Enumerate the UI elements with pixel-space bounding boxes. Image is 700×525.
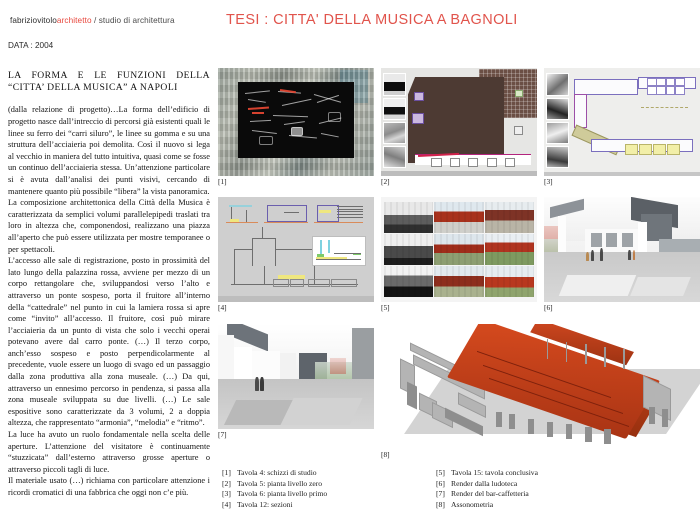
sketch-panel — [238, 82, 353, 158]
figure-4-image — [218, 197, 374, 302]
plan-thumbnail-strip — [546, 73, 566, 166]
logo-accent: architetto — [56, 16, 92, 25]
legend-item — [436, 489, 636, 500]
article-paragraph: La luce ha avuto un ruolo fondamentale nella scelta delle aperture. L’attenzione del visitatore è continuamente “stuzzicata” dall’esterno attraverso grosse aperture o attraverso piccoli tagli di luce. — [8, 430, 210, 474]
legend-item — [222, 489, 422, 500]
legend-item — [222, 468, 422, 479]
legend-text: Tavola 15: tavola conclusiva — [451, 468, 538, 477]
figure-2-caption: [2] — [381, 177, 390, 186]
section-title-strip — [218, 296, 374, 302]
figure-4-caption: [4] — [218, 303, 227, 312]
figure-6-image — [544, 197, 700, 302]
figure-1-caption: [1] — [218, 177, 227, 186]
figure-1[interactable] — [218, 68, 374, 186]
legend-text: Tavola 4: schizzi di studio — [237, 468, 317, 477]
page-header — [0, 0, 700, 34]
figure-5[interactable] — [381, 197, 537, 312]
figure-legend — [222, 468, 692, 510]
figure-6-caption: [6] — [544, 303, 553, 312]
date-line: DATA : 2004 — [8, 41, 54, 50]
photo-cell — [384, 202, 433, 233]
plan-thumbnail-strip — [383, 73, 403, 166]
figure-8-image — [381, 324, 700, 449]
figure-5-image — [381, 197, 537, 302]
legend-number: [4] — [222, 499, 231, 509]
article-paragraph: (dalla relazione di progetto)…La forma dell’edificio di progetto nasce dall’intreccio di percorsi già esistenti quali le linee su ferro dei “carri siluro”, le linee su gomma e su una struttura dell’acciaieria poi demolita. Così il nuovo si lega al vecchio in maniera del tutto intuitiva, quasi come se fosse un continuo dell’acciaieria stessa. Un’attenzione particolare si è avuta dall’analisi dei punti visivi, cercando di mantenere quanto più possibile “libera” la vista panoramica. — [8, 105, 210, 196]
ground-floor-plan-drawing — [381, 68, 537, 176]
photo-cell — [384, 266, 433, 297]
legend-text: Assonometria — [451, 499, 494, 509]
legend-number: [2] — [222, 478, 231, 488]
legend-number: [6] — [436, 478, 445, 488]
legend-text: Render del bar-caffetteria — [451, 489, 529, 499]
legend-number: [5] — [436, 468, 445, 477]
article-text-column — [8, 70, 210, 499]
figure-8[interactable] — [381, 324, 700, 459]
article-title: LA FORMA E LE FUNZIONI DELLA “CITTA’ DELLA MUSICA” A NAPOLI — [8, 70, 210, 94]
article-paragraph: L’accesso alle sale di registrazione, posto in prossimità del lato lungo della palazzina rossa, avviene per mezzo di un corpo rettangolare che, sviluppandosi verso l’alto e attraverso un ponte sospeso, porta il fruitore all’interno della “cattedrale” nel punto in cui la lamiera rossa si apre come “invito” all’accesso. Il fruitore, così può mirare l’acciaieria da un punto di vista che solo i vecchi operai potevano avere dal carro ponte. (…) Il terzo corpo, anch’esso sospeso e posto perpendicolarmente al precedente, vuole essere un luogo di svago ed un passaggio dalla zona produttiva alla zona museale. (…) Da qui, attraverso un ennesimo percorso in pendenza, si passa alla zona museale sviluppata su due livelli. (…) Le sale espositive sono caratterizzate da 3 volumi, 2 a doppia altezza, che rappresentato “armonia”, “melodia” e “ritmo”. — [8, 256, 210, 428]
figure-2[interactable] — [381, 68, 537, 186]
photo-cell — [434, 266, 483, 297]
first-floor-plan-drawing — [544, 68, 700, 176]
legend-item — [436, 500, 636, 511]
logo-suffix: / studio di architettura — [91, 16, 175, 25]
photo-cell — [485, 234, 534, 265]
legend-item — [222, 479, 422, 490]
legend-text: Tavola 6: pianta livello primo — [237, 489, 328, 499]
photo-cell — [434, 234, 483, 265]
figure-2-image — [381, 68, 537, 176]
figure-7[interactable] — [218, 324, 374, 439]
figure-7-caption: [7] — [218, 430, 227, 439]
section-detail-inset — [312, 236, 367, 266]
figure-5-caption: [5] — [381, 303, 390, 312]
photo-cell — [434, 202, 483, 233]
legend-number: [3] — [222, 489, 231, 499]
legend-number: [7] — [436, 489, 445, 499]
plan-title-strip — [381, 171, 537, 176]
legend-number: [8] — [436, 499, 445, 509]
photo-grid — [381, 197, 537, 302]
bar-caffetteria-render — [218, 324, 374, 429]
legend-text: Render dalla ludoteca — [451, 478, 518, 488]
logo-name: fabriziovitolo — [10, 16, 57, 25]
legend-text: Tavola 12: sezioni — [237, 499, 293, 509]
axonometry-model — [381, 324, 700, 449]
article-paragraph: Il materiale usato (…) richiama con particolare attenzione i ricordi cromatici di una fabbrica che oggi non c’e più. — [8, 476, 210, 497]
photo-cell — [485, 266, 534, 297]
legend-number: [1] — [222, 468, 231, 477]
studio-logo — [10, 16, 175, 25]
plan-title-strip — [544, 172, 700, 176]
plan-lower-band — [415, 154, 530, 165]
legend-item — [436, 479, 636, 490]
ludoteca-render — [544, 197, 700, 302]
figure-3-caption: [3] — [544, 177, 553, 186]
figure-8-caption: [8] — [381, 450, 390, 459]
figure-1-image — [218, 68, 374, 176]
figure-4[interactable] — [218, 197, 374, 312]
legend-item — [222, 500, 422, 511]
legend-text: Tavola 5: pianta livello zero — [237, 478, 323, 488]
article-paragraph: La composizione architettonica della Città della Musica è caratterizzata da semplici volumi parallelepipedi traslati tra loro in altezza che, componendosi, realizzano una piazza all’aperto che può essere utilizzata per mostre temporanee o per spettacoli. — [8, 198, 210, 254]
photo-cell — [384, 234, 433, 265]
figure-6[interactable] — [544, 197, 700, 312]
figure-3[interactable] — [544, 68, 700, 186]
photo-cell — [485, 202, 534, 233]
figure-7-image — [218, 324, 374, 429]
sections-drawing — [218, 197, 374, 302]
legend-item — [436, 468, 636, 479]
figure-3-image — [544, 68, 700, 176]
page-title: TESI : CITTA' DELLA MUSICA A BAGNOLI — [226, 12, 518, 28]
